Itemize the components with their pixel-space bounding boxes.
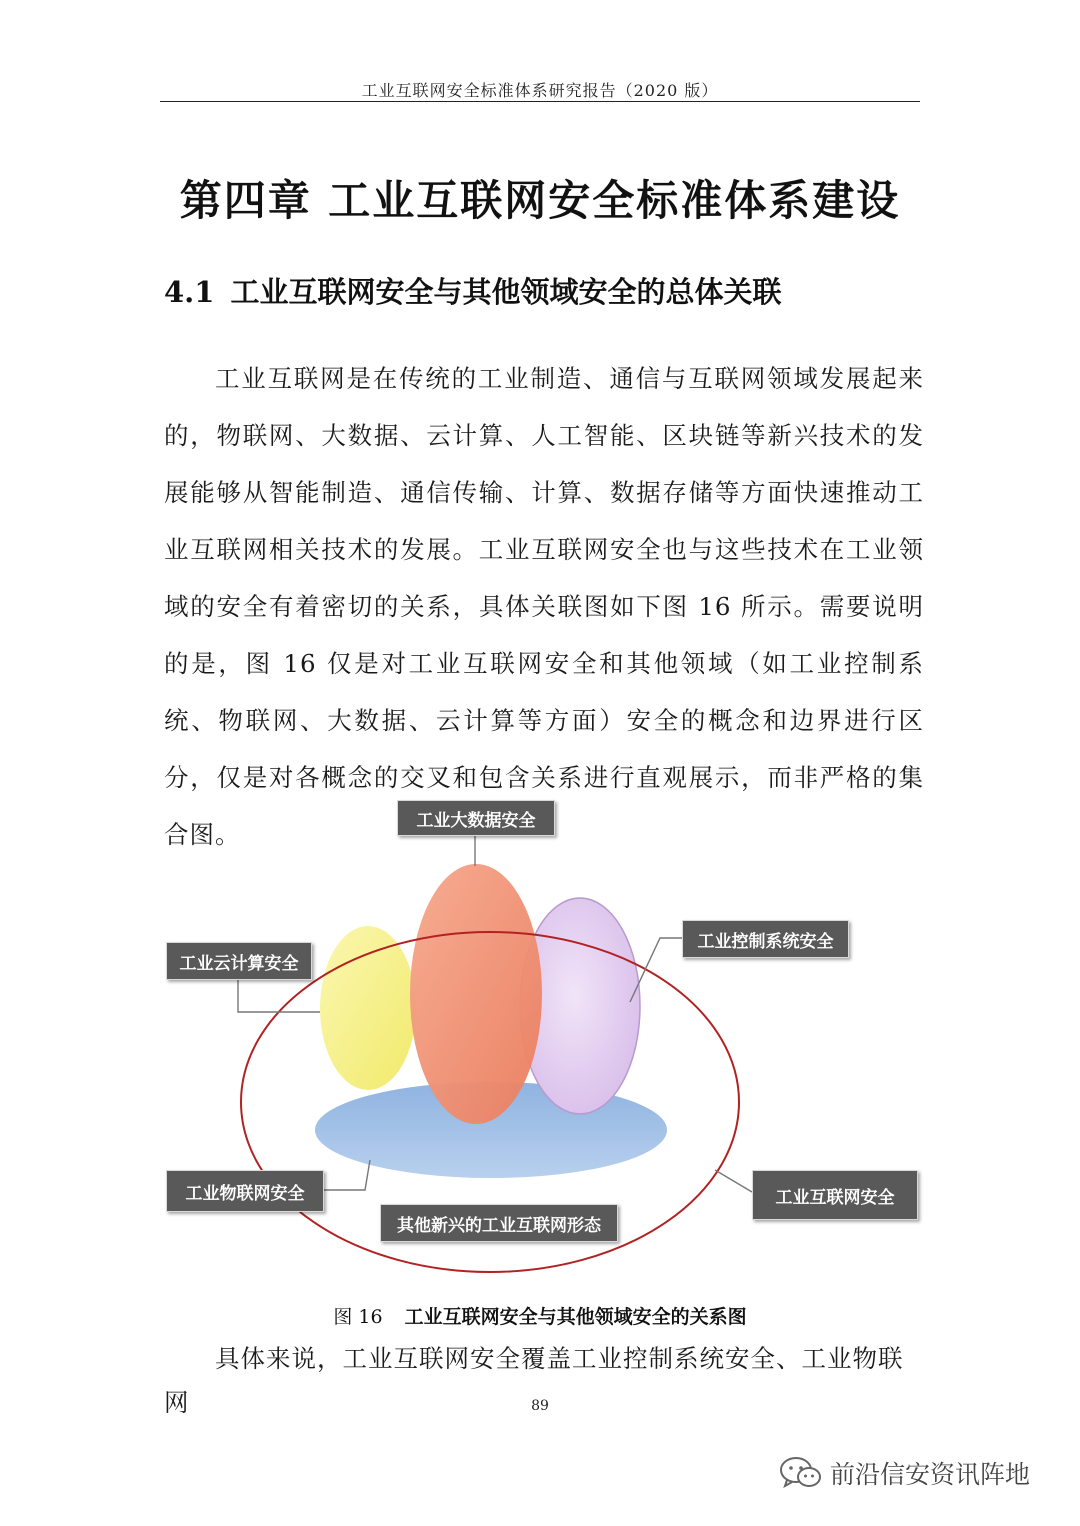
section-number: 4.1 — [164, 275, 215, 309]
figure-caption — [160, 1302, 920, 1329]
connector-cloud — [238, 978, 320, 1012]
big-data-ellipse — [410, 864, 542, 1124]
figure-caption-text: 工业互联网安全与其他领域安全的关系图 — [404, 1306, 747, 1328]
connector-iiot — [715, 1170, 752, 1192]
figure-number: 图 16 — [333, 1306, 383, 1328]
body-paragraph-2: 具体来说，工业互联网安全覆盖工业控制系统安全、工业物联网 — [164, 1344, 904, 1417]
cloud-ellipse — [320, 926, 416, 1090]
chapter-title: 第四章 工业互联网安全标准体系建设 — [179, 176, 901, 225]
section-title — [164, 270, 781, 311]
watermark-text: 前沿信安资讯阵地 — [830, 1460, 1031, 1489]
wechat-icon — [778, 1455, 824, 1491]
page-number: 89 — [531, 1398, 549, 1414]
relationship-figure — [160, 790, 940, 1290]
label-big-data: 工业大数据安全 — [397, 800, 555, 836]
label-cloud: 工业云计算安全 — [166, 942, 312, 980]
label-ics: 工业控制系统安全 — [682, 920, 849, 958]
label-iot: 工业物联网安全 — [166, 1170, 324, 1212]
label-emerging: 其他新兴的工业互联网形态 — [380, 1204, 618, 1242]
section-heading: 工业互联网安全与其他领域安全的总体关联 — [230, 275, 782, 309]
header-rule — [160, 101, 920, 102]
label-iiot: 工业互联网安全 — [752, 1170, 918, 1220]
watermark — [778, 1455, 1030, 1491]
running-header: 工业互联网安全标准体系研究报告（2020 版） — [361, 81, 719, 100]
body-paragraph: 工业互联网是在传统的工业制造、通信与互联网领域发展起来的，物联网、大数据、云计算、人工智能、区块链等新兴技术的发展能够从智能制造、通信传输、计算、数据存储等方面快速推动工业互联网相关技术的发展。工业互联网安全也与这些技术在工业领域的安全有着密切的关系，具体关联图如下图 16 所示。需要说明的是，图 16 仅是对工业互联网安全和其他领域（如工业控制系统、物联网、大数据、云计算等方面）安全的概念和边界进行区分，仅是对各概念的交叉和包含关系进行直观展示，而非严格的集合图。 — [164, 364, 924, 849]
connector-iot — [322, 1160, 370, 1190]
